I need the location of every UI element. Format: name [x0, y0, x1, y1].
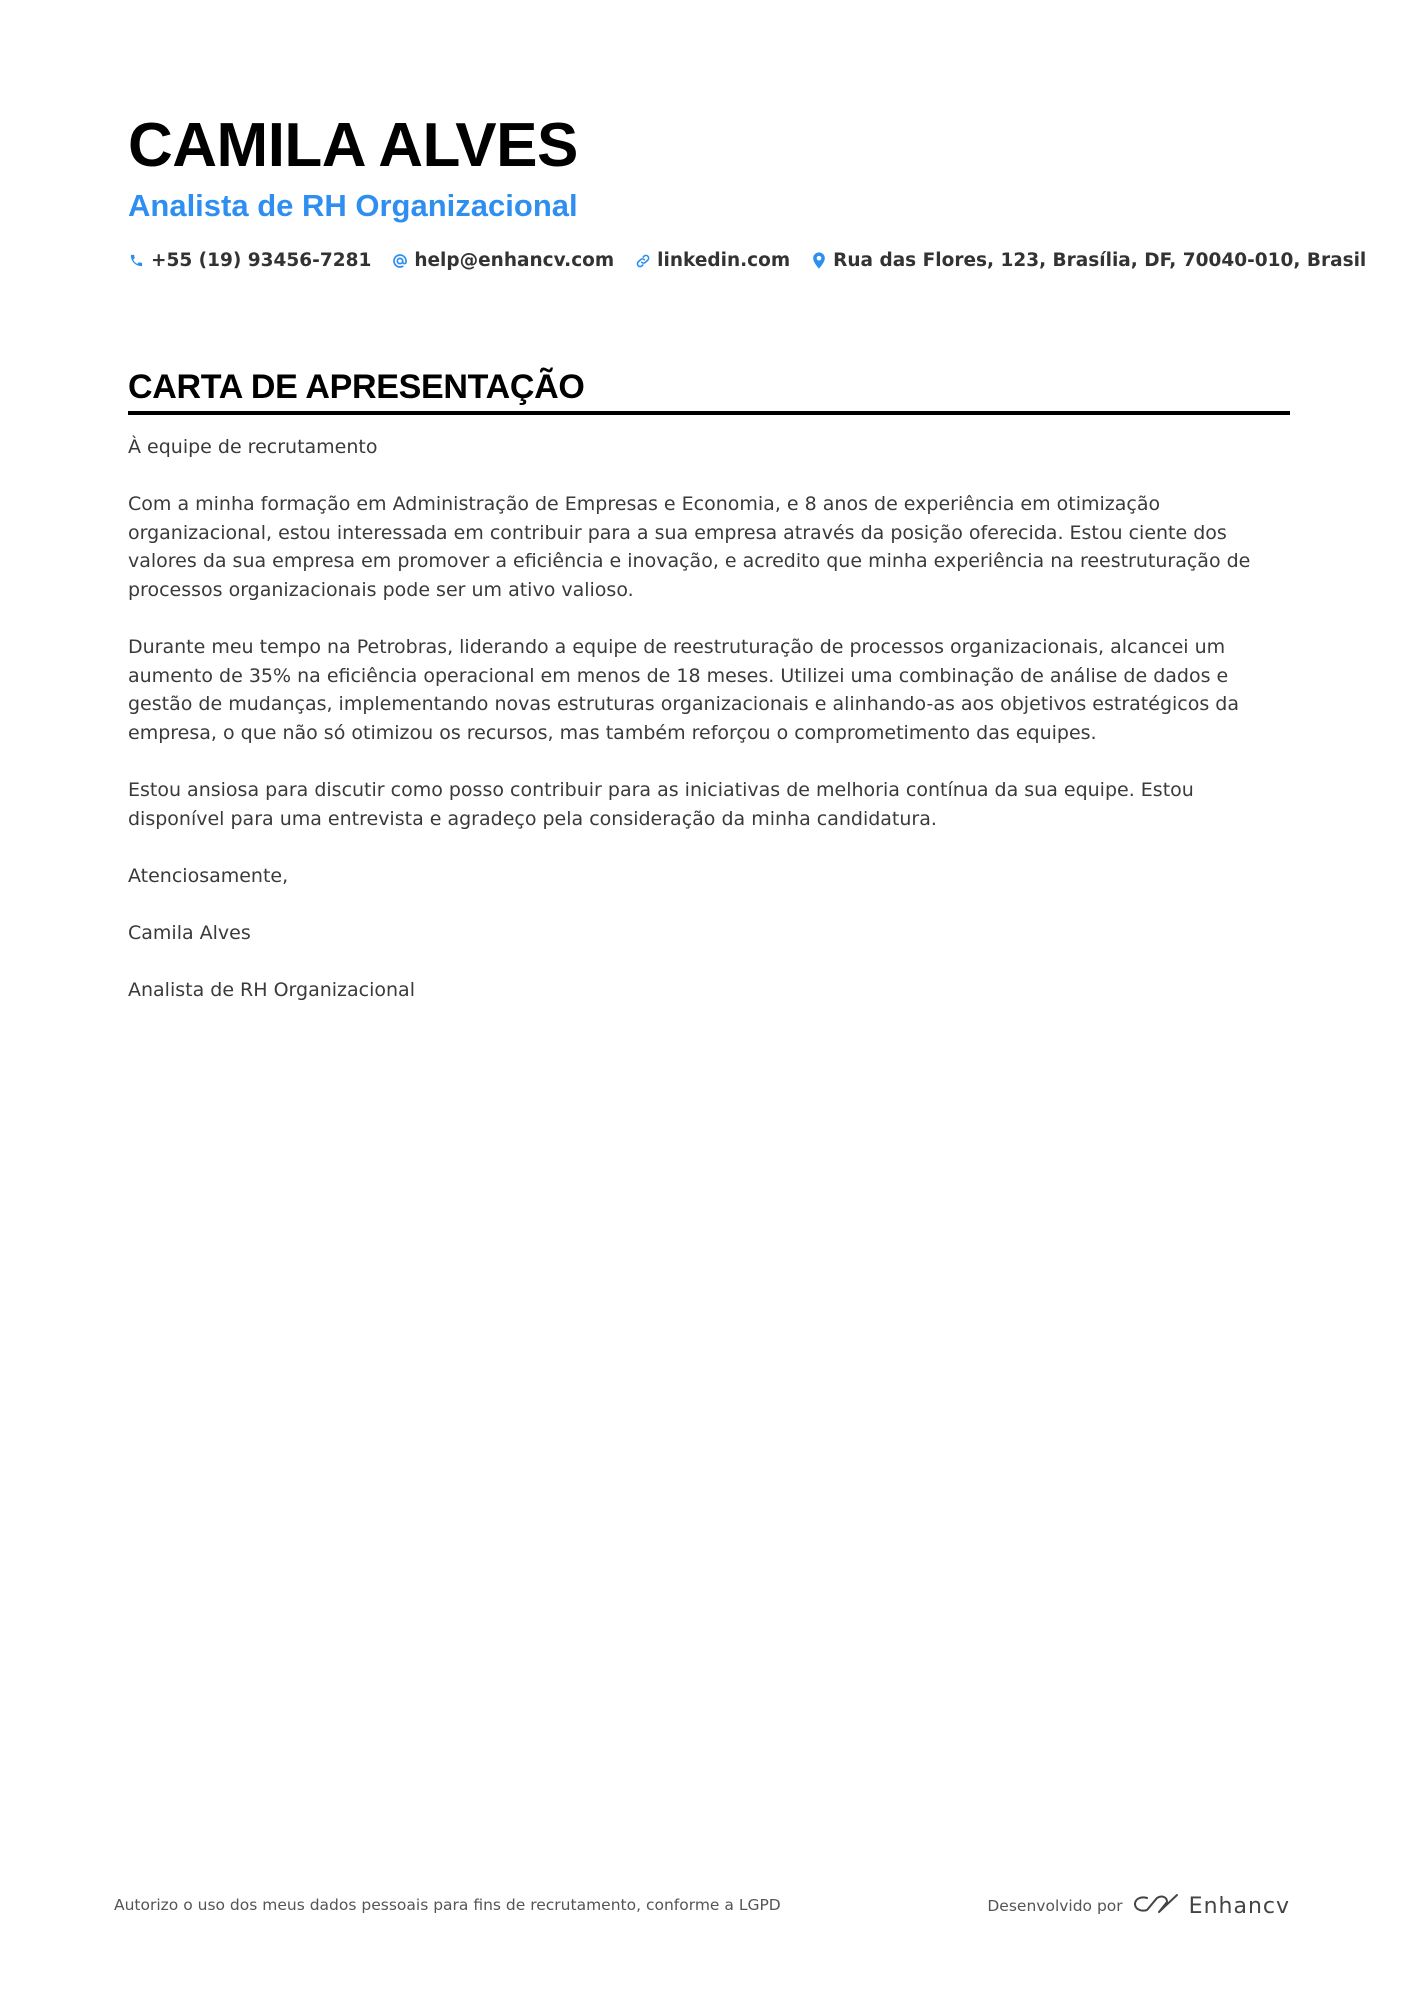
- page-footer: [114, 1892, 1290, 1922]
- candidate-job-title: Analista de RH Organizacional: [128, 188, 578, 223]
- contact-address: [810, 250, 1366, 271]
- phone-icon: [128, 252, 145, 269]
- cover-letter-section: [128, 366, 1290, 1033]
- brand-name: Enhancv: [1188, 1893, 1290, 1919]
- resume-header: [128, 108, 1367, 271]
- link-icon: [634, 252, 651, 269]
- signature-name: Camila Alves: [128, 922, 251, 945]
- contact-phone-text: +55 (19) 93456-7281: [151, 250, 372, 271]
- letter-greeting: À equipe de recrutamento: [128, 436, 378, 458]
- enhancv-logo-icon: [1133, 1892, 1179, 1920]
- powered-by: [987, 1892, 1290, 1920]
- letter-paragraph: Durante meu tempo na Petrobras, liderando a equipe de reestruturação de processos organizacionais, alcancei um aumento de 35% na eficiência operacional em menos de 18 meses. Utilizei uma combinação de análise de dados e gestão de mudanças, implementando novas estruturas organizacionais e alinhando-as aos objetivos estratégicos da empresa, o que não só otimizou os recursos, mas também reforçou o comprometimento das equipes.: [128, 636, 1239, 744]
- letter-paragraph: Com a minha formação em Administração de Empresas e Economia, e 8 anos de experiência em otimização organizacional, estou interessada em contribuir para a sua empresa através da posição oferecida. Estou ciente dos valores da sua empresa em promover a eficiência e inovação, e acredito que minha experiência na reestruturação de processos organizacionais pode ser um ativo valioso.: [128, 493, 1251, 601]
- contact-address-text: Rua das Flores, 123, Brasília, DF, 70040-010, Brasil: [833, 250, 1367, 271]
- contact-info: [128, 250, 1367, 271]
- at-icon: [391, 252, 408, 269]
- letter-body: [128, 433, 1290, 1005]
- contact-email-text[interactable]: help@enhancv.com: [414, 250, 615, 271]
- candidate-name: CAMILA ALVES: [128, 111, 578, 180]
- data-consent-note: Autorizo o uso dos meus dados pessoais para fins de recrutamento, conforme a LGPD: [114, 1896, 781, 1914]
- location-pin-icon: [810, 252, 827, 269]
- brand-link[interactable]: [1133, 1892, 1290, 1920]
- contact-email[interactable]: [391, 250, 614, 271]
- letter-paragraph: Estou ansiosa para discutir como posso contribuir para as iniciativas de melhoria contínua da sua equipe. Estou disponível para uma entrevista e agradeço pela consideração da minha candidatura.: [128, 779, 1194, 830]
- signature-title: Analista de RH Organizacional: [128, 979, 415, 1002]
- powered-by-label: Desenvolvido por: [987, 1897, 1123, 1915]
- contact-linkedin[interactable]: [634, 250, 790, 271]
- contact-phone: [128, 250, 371, 271]
- letter-closing: Atenciosamente,: [128, 864, 289, 887]
- section-divider: [128, 411, 1290, 415]
- contact-linkedin-text[interactable]: linkedin.com: [657, 250, 791, 271]
- section-title: CARTA DE APRESENTAÇÃO: [128, 368, 585, 406]
